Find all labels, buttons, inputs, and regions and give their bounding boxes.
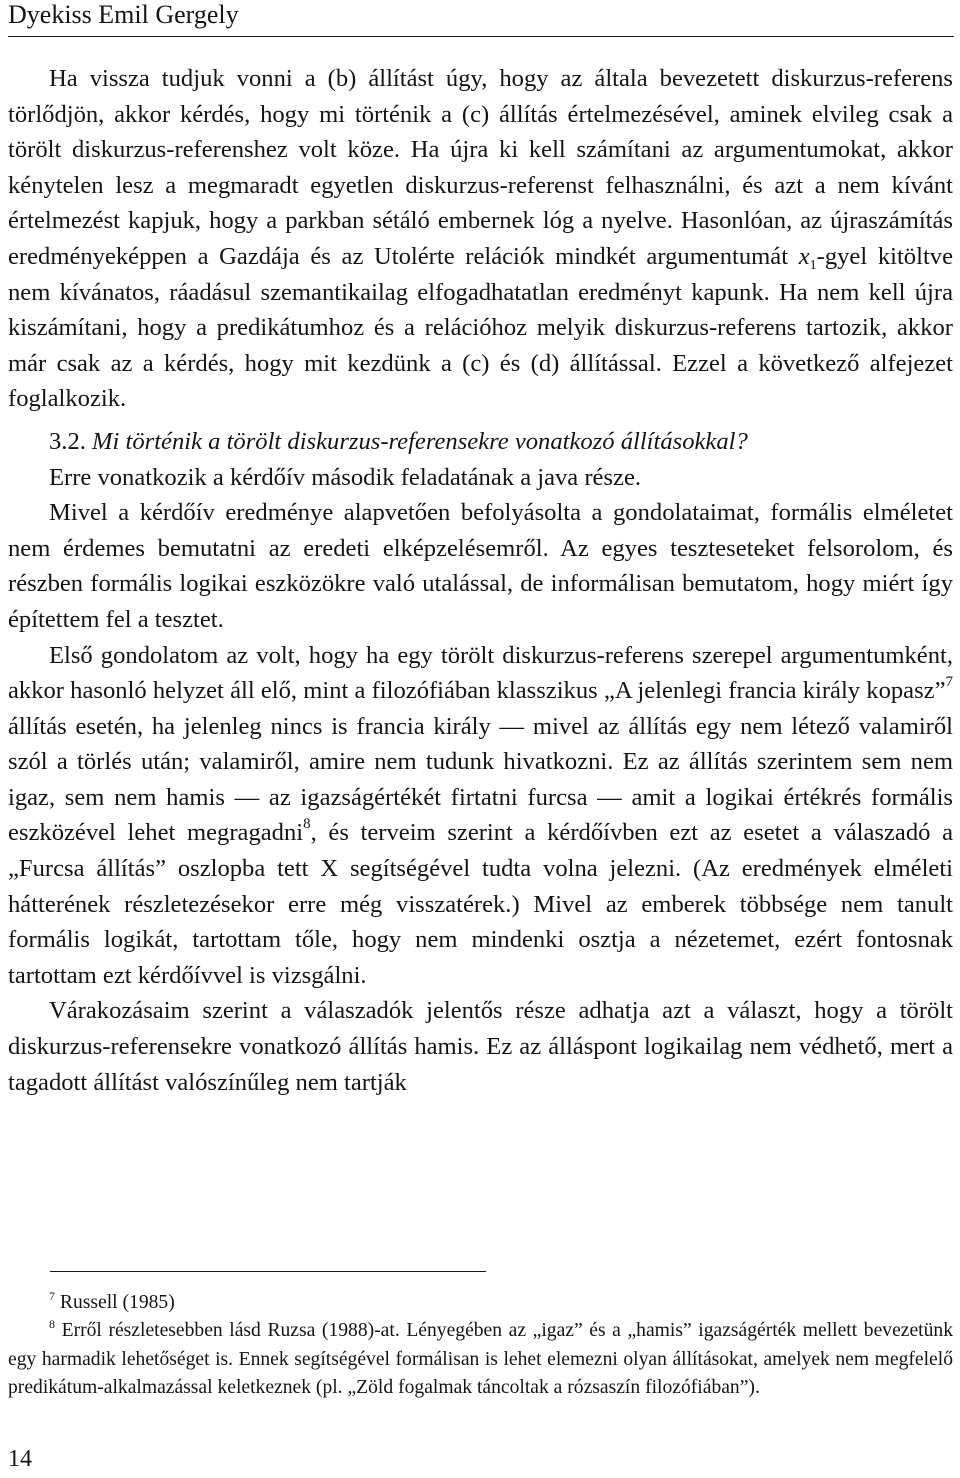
main-text [8, 61, 953, 1100]
footnote-ref-7: 7 [945, 674, 953, 691]
running-header [8, 0, 954, 37]
paragraph-text: Mivel a kérdőív eredménye alapvetően befolyásolta a gondolataimat, formális elméletet nem érdemes bemutatni az eredeti elképzelésemről. Az egyes teszteseteket felsorolom, és részben formális logikai eszközökre való utalással, de informálisan bemutatom, hogy miért így építettem fel a tesztet. [8, 499, 953, 633]
paragraph-text: Ha vissza tudjuk vonni a (b) állítást úgy, hogy az általa bevezetett diskurzus-referens törlődjön, akkor kérdés, hogy mi történik a (c) állítás értelmezésével, aminek elvileg csak a törölt diskurzus-referenshez volt köze. Ha újra ki kell számítani az argumentumokat, akkor kénytelen lesz a megmaradt egyetlen diskurzus-referenst felhasználni, és azt a nem kívánt értelmezést kapjuk, hogy a parkban sétáló embernek lóg a nyelve. Hasonlóan, az újraszámítás eredményeképpen a Gazdája és az Utolérte relációk mindkét argumentumát [8, 65, 953, 270]
paragraph-text: Várakozásaim szerint a válaszadók jelentős része adhatja azt a választ, hogy a törölt diskurzus-referensekre vonatkozó állítás hamis. Ez az álláspont logikailag nem védhető, mert a tagadott állítást valószínűleg nem tartják [8, 997, 953, 1096]
paragraph-text: állítás esetén, ha jelenleg nincs is francia király — mivel az állítás egy nem létező valamiről szól a törlés után; valamiről, amire nem tudunk hivatkozni. Ez az állítás szerintem sem nem igaz, sem nem hamis — az igazságértékét firtatni furcsa — amit a logikai értékrés formális eszközével lehet megragadni [8, 712, 953, 847]
footnote-ref-8: 8 [303, 816, 311, 833]
section-title: Mi történik a törölt diskurzus-referensekre vonatkozó állításokkal? [92, 427, 748, 455]
page-number: 14 [8, 1446, 32, 1472]
section-number: 3.2. [49, 427, 93, 455]
footnote-separator [50, 1271, 486, 1272]
variable-subscript: 1 [809, 257, 817, 273]
variable-x: x [798, 242, 810, 270]
paragraph-text: , és terveim szerint a kérdőívben ezt az esetet a válaszadó a „Furcsa állítás” oszlopba tett X segítségével tudta volna jelezni. (Az eredmények elméleti hátterének részletezésekor erre még visszatérek.) Mivel az emberek többsége nem tanult formális logikát, tartottam tőle, hogy nem mindenki osztja a nézetemet, ezért fontosnak tartottam ezt kérdőívvel is vizsgálni. [8, 819, 953, 989]
footnote-7 [8, 1289, 953, 1317]
footnote-8 [8, 1317, 953, 1402]
section-heading [8, 424, 953, 460]
paragraph [8, 993, 953, 1100]
footnote-mark: 7 [49, 1289, 55, 1303]
paragraph [8, 638, 953, 994]
footnote-text: Russell (1985) [55, 1292, 175, 1313]
paragraph-text: -gyel kitöltve nem kívánatos, ráadásul szemantikailag elfogadhatatlan eredményt kapunk. Ha nem kell újra kiszámítani, hogy a predikátumhoz és a relációhoz melyik diskurzus-referens tartozik, akkor már csak az a kérdés, hogy mit kezdünk a (c) és (d) állítással. Ezzel a következő alfejezet foglalkozik. [8, 242, 953, 413]
footnotes [8, 1289, 953, 1403]
paragraph [8, 61, 953, 417]
running-title: Dyekiss Emil Gergely [8, 0, 239, 29]
paragraph-text: Erre vonatkozik a kérdőív második feladatának a java része. [49, 463, 642, 491]
paragraph [8, 495, 953, 637]
footnote-mark: 8 [49, 1317, 55, 1332]
paragraph-text: Első gondolatom az volt, hogy ha egy törölt diskurzus-referens szerepel argumentumként, akkor hasonló helyzet áll elő, mint a filozófiában klasszikus „A jelenlegi francia király kopasz” [8, 641, 953, 705]
paragraph [8, 460, 953, 496]
footnote-text: Erről részletesebben lásd Ruzsa (1988)-at. Lényegében az „igaz” és a „hamis” igazságérték mellett bevezetünk egy harmadik lehetőséget is. Ennek segítségével formálisan is lehet elemezni olyan állításokat, amelyek nem megfelelő predikátum-alkalmazással keletkeznek (pl. „Zöld fogalmak táncoltak a rózsaszín filozófiában”). [8, 1320, 953, 1399]
